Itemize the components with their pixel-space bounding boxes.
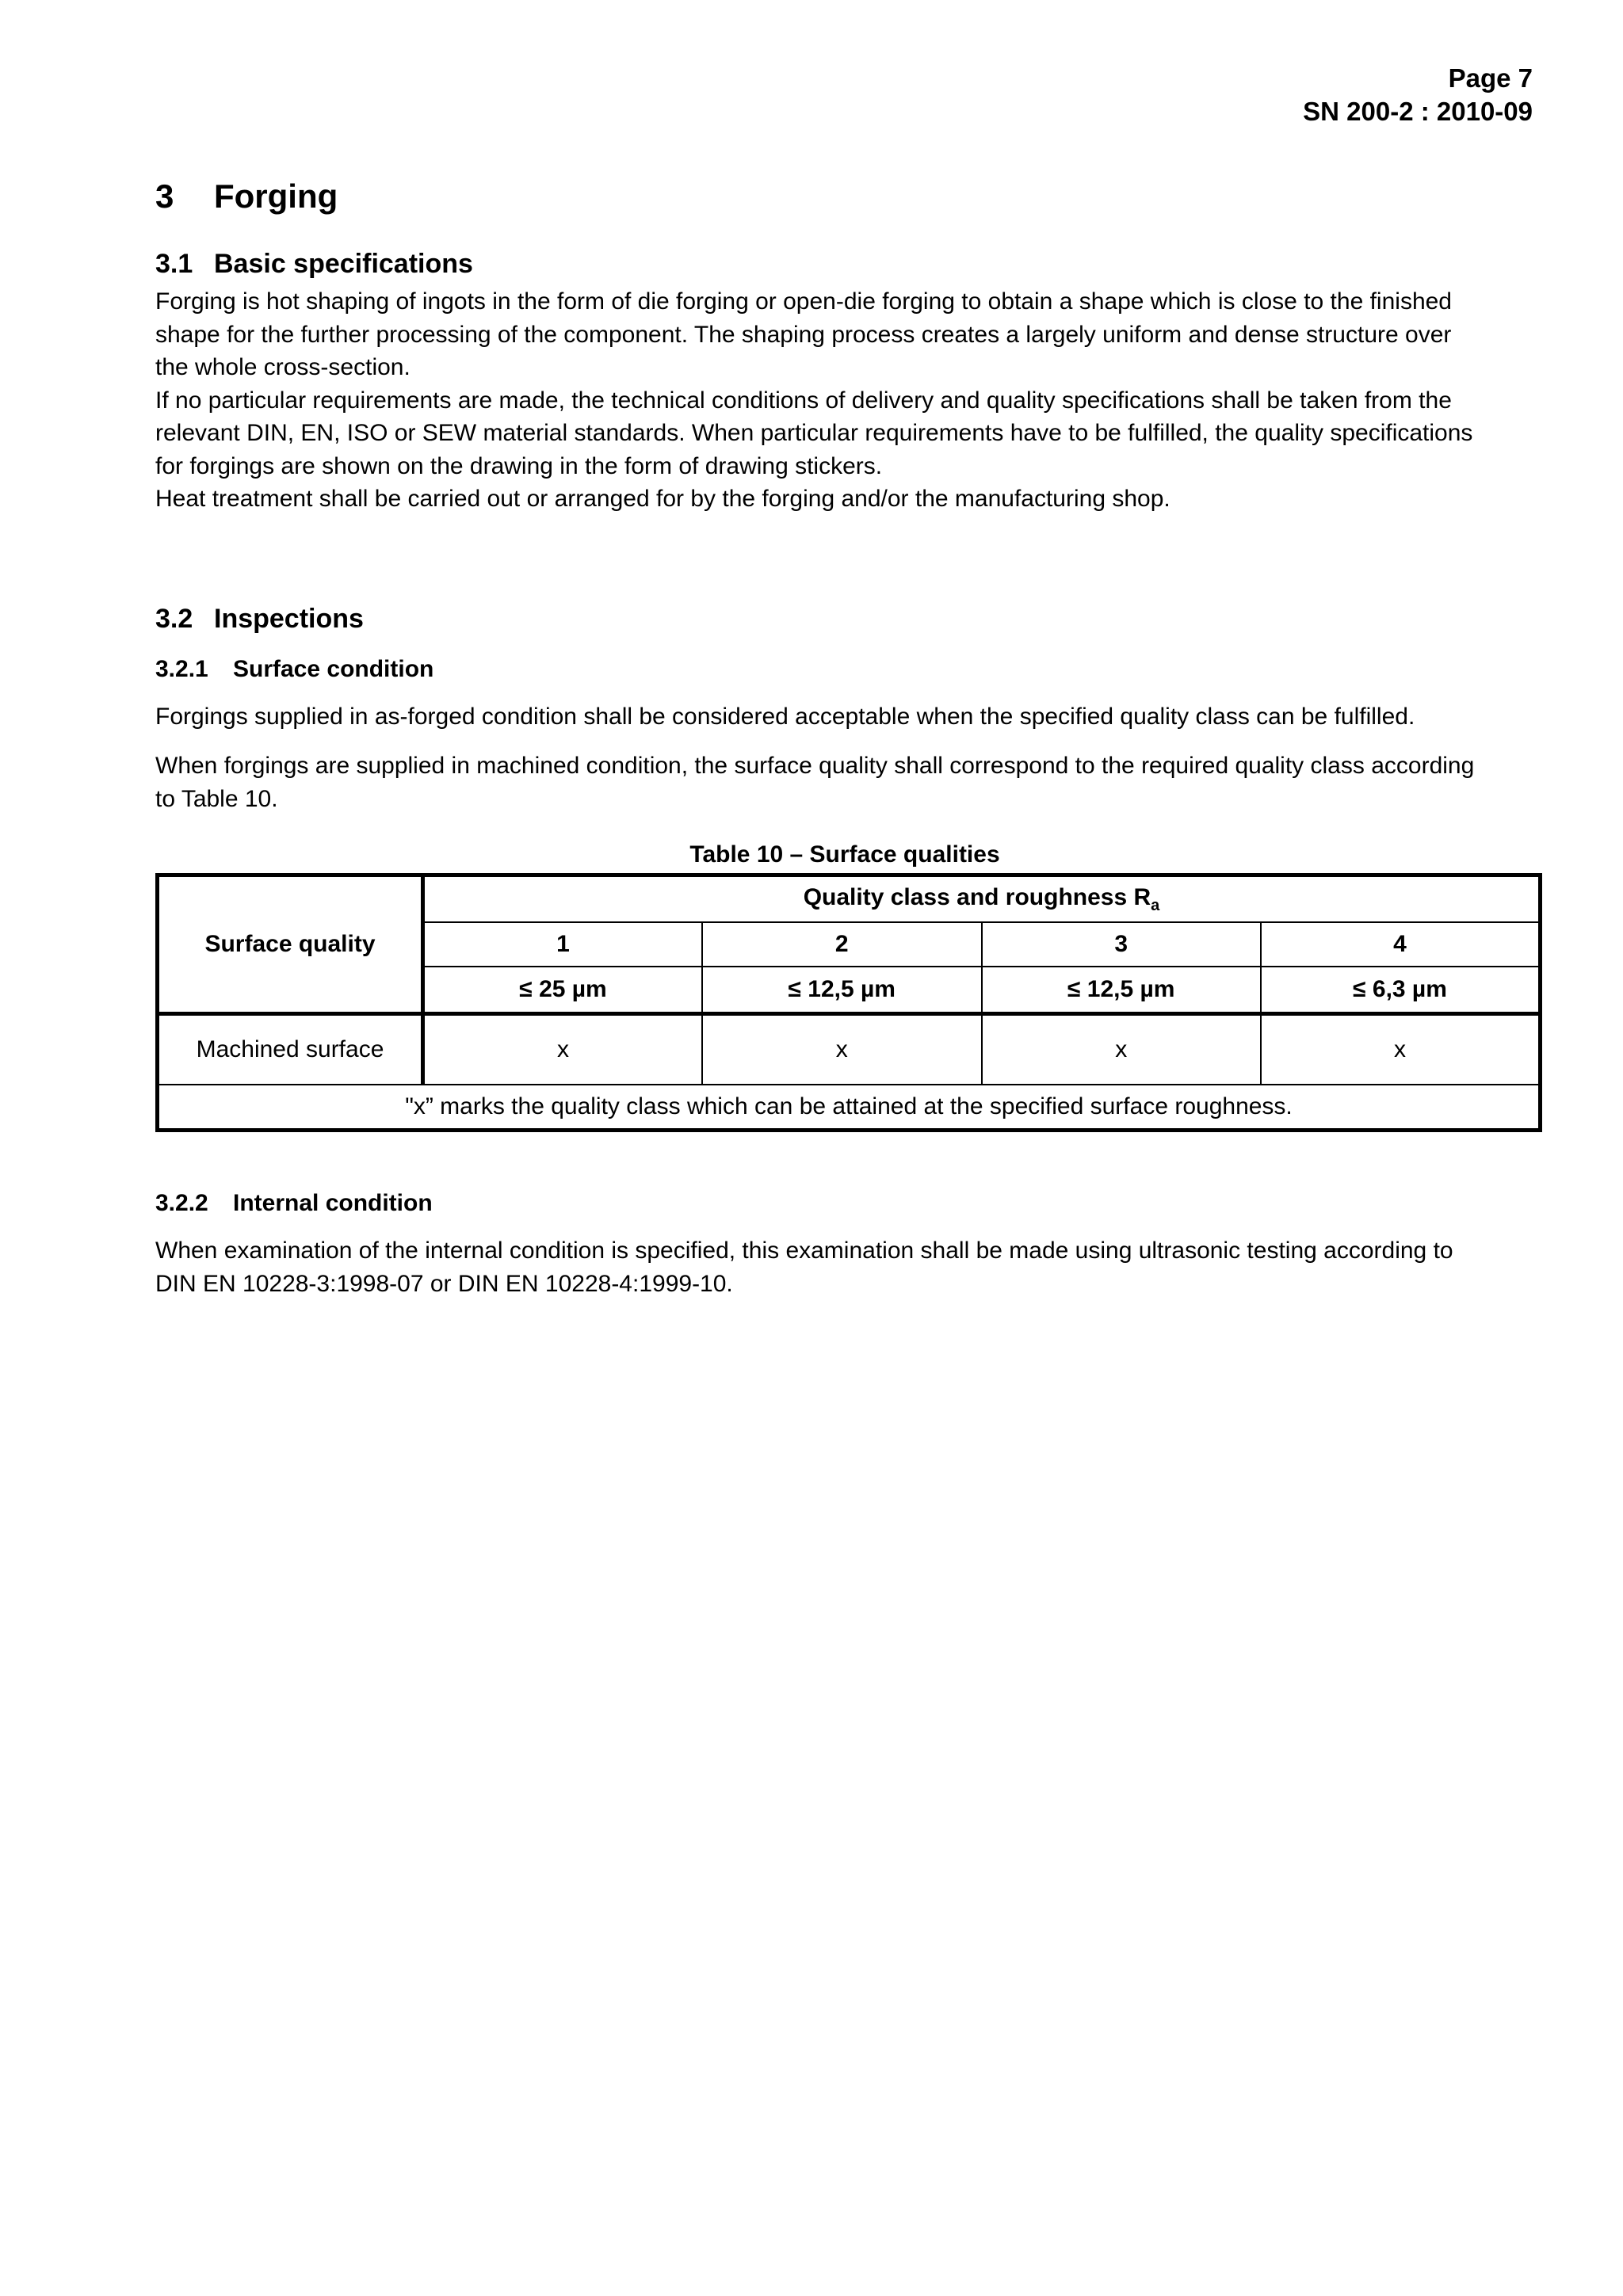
section-number: 3.1 bbox=[155, 249, 193, 279]
class-header-4: 4 bbox=[1261, 922, 1541, 967]
table-cell: x bbox=[423, 1014, 703, 1085]
section-number: 3.2 bbox=[155, 604, 193, 634]
class-header-1: 1 bbox=[423, 922, 703, 967]
text-line: for forgings are shown on the drawing in the form of drawing stickers. bbox=[155, 452, 883, 479]
section-heading-3 bbox=[155, 177, 338, 215]
text-line: When forgings are supplied in machined condition, the surface quality shall correspond to the required quality class according bbox=[155, 753, 1475, 779]
text-line: DIN EN 10228-3:1998-07 or DIN EN 10228-4:1999-10. bbox=[155, 1270, 733, 1297]
section-number: 3.2.2 bbox=[155, 1190, 208, 1216]
section-title: Inspections bbox=[214, 604, 364, 634]
roughness-header-2: ≤ 12,5 µm bbox=[702, 967, 982, 1014]
paragraph-as-forged bbox=[155, 700, 1534, 734]
text-line: to Table 10. bbox=[155, 785, 278, 812]
section-heading-3-2-1 bbox=[155, 656, 433, 683]
group-header-quality-class bbox=[423, 875, 1541, 923]
paragraph-forging-definition bbox=[155, 285, 1534, 516]
class-header-3: 3 bbox=[982, 922, 1262, 967]
table-cell: x bbox=[982, 1014, 1262, 1085]
surface-qualities-table bbox=[155, 873, 1542, 1132]
row-label-machined-surface: Machined surface bbox=[158, 1014, 423, 1085]
section-title: Internal condition bbox=[233, 1190, 433, 1216]
table-row bbox=[158, 1014, 1541, 1085]
text-line: When examination of the internal condition is specified, this examination shall be made using ultrasonic testing according to bbox=[155, 1238, 1453, 1264]
page-number: Page 7 bbox=[1448, 63, 1533, 93]
text-line: relevant DIN, EN, ISO or SEW material standards. When particular requirements have to be fulfilled, the quality specifications bbox=[155, 420, 1473, 446]
roughness-header-1: ≤ 25 µm bbox=[423, 967, 703, 1014]
group-header-subscript: a bbox=[1151, 896, 1160, 914]
text-line: the whole cross-section. bbox=[155, 354, 411, 380]
text-line: Forging is hot shaping of ingots in the form of die forging or open-die forging to obtain a shape which is close to the finished bbox=[155, 288, 1452, 315]
text-line: Heat treatment shall be carried out or arranged for by the forging and/or the manufacturing shop. bbox=[155, 486, 1170, 512]
table-caption: Table 10 – Surface qualities bbox=[689, 841, 1000, 868]
roughness-header-4: ≤ 6,3 µm bbox=[1261, 967, 1541, 1014]
paragraph-machined bbox=[155, 749, 1534, 815]
section-title: Forging bbox=[214, 177, 338, 215]
page-header bbox=[1303, 62, 1533, 128]
text-line: If no particular requirements are made, the technical conditions of delivery and quality specifications shall be taken from the bbox=[155, 387, 1452, 414]
section-number: 3.2.1 bbox=[155, 656, 208, 682]
class-header-2: 2 bbox=[702, 922, 982, 967]
text-line: Forgings supplied in as-forged condition shall be considered acceptable when the specified quality class can be fulfilled. bbox=[155, 704, 1415, 730]
section-heading-3-2-2 bbox=[155, 1190, 433, 1217]
section-heading-3-1 bbox=[155, 249, 473, 280]
section-title: Surface condition bbox=[233, 656, 434, 682]
section-heading-3-2 bbox=[155, 604, 364, 635]
section-title: Basic specifications bbox=[214, 249, 473, 279]
table-footnote: "x” marks the quality class which can be attained at the specified surface roughness. bbox=[158, 1085, 1541, 1131]
table-cell: x bbox=[702, 1014, 982, 1085]
section-number: 3 bbox=[155, 177, 174, 215]
paragraph-internal-condition bbox=[155, 1234, 1534, 1300]
row-header-surface-quality bbox=[158, 875, 423, 1014]
roughness-header-3: ≤ 12,5 µm bbox=[982, 967, 1262, 1014]
text-line: shape for the further processing of the component. The shaping process creates a largely uniform and dense structure over bbox=[155, 321, 1452, 348]
group-header-text: Quality class and roughness R bbox=[803, 883, 1151, 910]
row-header-label: Surface quality bbox=[204, 931, 376, 957]
document-id: SN 200-2 : 2010-09 bbox=[1303, 97, 1533, 126]
table-cell: x bbox=[1261, 1014, 1541, 1085]
